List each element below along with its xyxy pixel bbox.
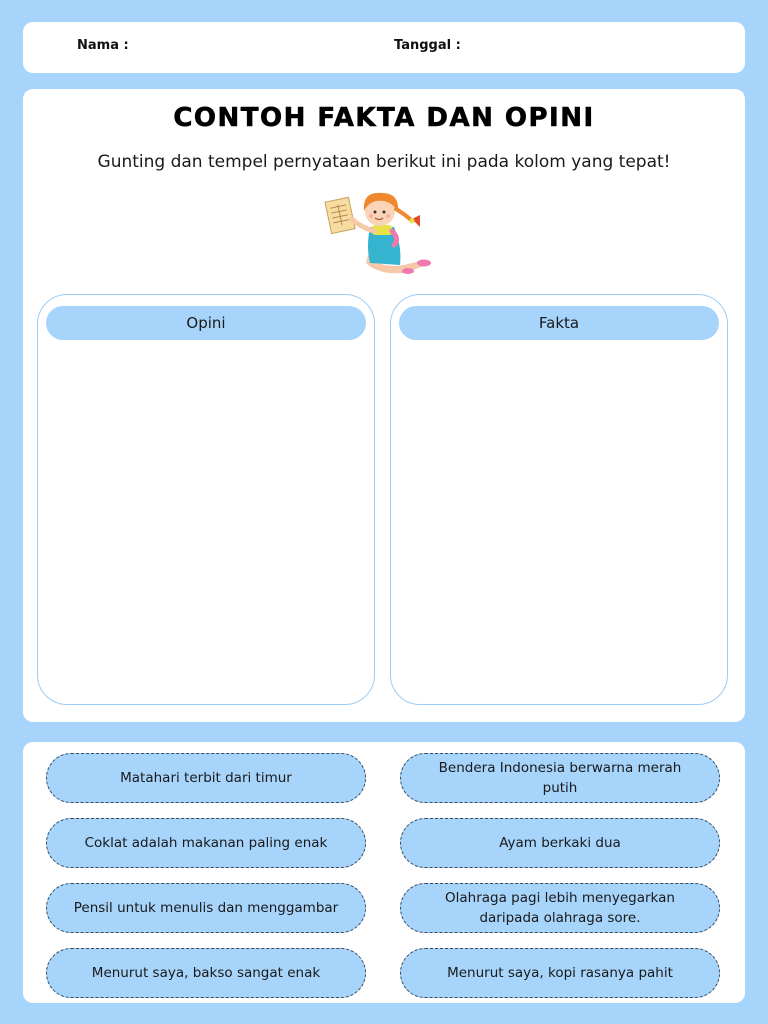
instruction-text: Gunting dan tempel pernyataan berikut ini pada kolom yang tepat!	[97, 152, 671, 172]
statement-card[interactable]: Ayam berkaki dua	[400, 818, 720, 868]
statement-card[interactable]: Bendera Indonesia berwarna merah putih	[400, 753, 720, 803]
opini-column[interactable]	[37, 294, 375, 705]
fakta-column[interactable]	[390, 294, 728, 705]
girl-illustration	[320, 185, 440, 281]
statement-card[interactable]: Pensil untuk menulis dan menggambar	[46, 883, 366, 933]
statement-card[interactable]: Coklat adalah makanan paling enak	[46, 818, 366, 868]
worksheet-card	[23, 89, 745, 722]
statement-card[interactable]: Olahraga pagi lebih menyegarkan daripada olahraga sore.	[400, 883, 720, 933]
header-card	[23, 22, 745, 73]
statement-card[interactable]: Matahari terbit dari timur	[46, 753, 366, 803]
statements-card	[23, 742, 745, 1003]
fakta-column-header: Fakta	[399, 306, 719, 340]
worksheet-title: CONTOH FAKTA DAN OPINI	[173, 103, 595, 133]
date-label: Tanggal :	[394, 38, 461, 53]
opini-column-header: Opini	[46, 306, 366, 340]
name-label: Nama :	[77, 38, 129, 53]
statement-card[interactable]: Menurut saya, bakso sangat enak	[46, 948, 366, 998]
statement-card[interactable]: Menurut saya, kopi rasanya pahit	[400, 948, 720, 998]
